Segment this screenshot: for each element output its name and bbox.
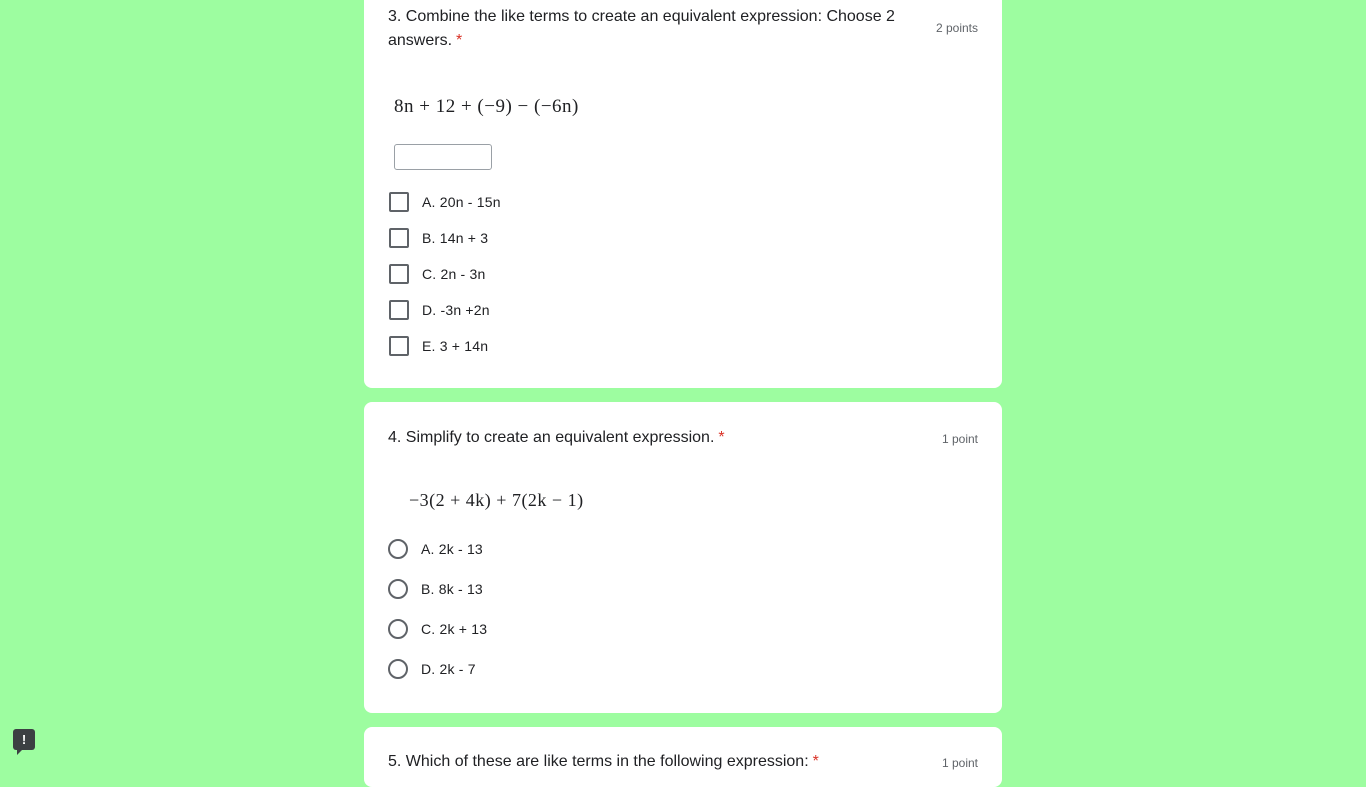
math-expression: −3(2 + 4k) + 7(2k − 1) — [409, 490, 584, 510]
required-asterisk: * — [456, 32, 463, 49]
radio-option-b[interactable] — [388, 577, 483, 601]
option-label: A. 20n - 15n — [422, 194, 501, 210]
answer-input[interactable] — [394, 144, 492, 170]
question-title — [388, 5, 908, 53]
checkbox[interactable] — [389, 300, 409, 320]
report-feedback-icon[interactable]: ! — [13, 729, 35, 750]
checkbox-option-e[interactable] — [388, 334, 488, 358]
checkbox-option-a[interactable] — [388, 190, 501, 214]
checkbox[interactable] — [389, 264, 409, 284]
question-title-text: 3. Combine the like terms to create an equivalent expression: Choose 2 answers. — [388, 8, 895, 49]
required-asterisk: * — [718, 429, 725, 446]
checkbox[interactable] — [389, 228, 409, 248]
points-label: 2 points — [935, 21, 978, 35]
checkbox-option-c[interactable] — [388, 262, 485, 286]
radio-option-c[interactable] — [388, 617, 487, 641]
question-card-3 — [364, 0, 1002, 388]
checkbox[interactable] — [389, 192, 409, 212]
radio-option-a[interactable] — [388, 537, 483, 561]
question-title — [388, 750, 948, 774]
option-label: C. 2k + 13 — [421, 621, 488, 637]
option-label: A. 2k - 13 — [421, 541, 483, 557]
question-card-5 — [364, 727, 1002, 787]
option-label: D. -3n +2n — [422, 302, 490, 318]
option-label: C. 2n - 3n — [422, 266, 486, 282]
radio-button[interactable] — [388, 619, 408, 639]
checkbox-option-d[interactable] — [388, 298, 490, 322]
question-title — [388, 426, 908, 450]
option-label: E. 3 + 14n — [422, 338, 489, 354]
points-label: 1 point — [941, 756, 978, 770]
checkbox-option-b[interactable] — [388, 226, 488, 250]
question-title-text: 4. Simplify to create an equivalent expression. — [388, 429, 715, 446]
radio-button[interactable] — [388, 659, 408, 679]
radio-button[interactable] — [388, 539, 408, 559]
option-label: B. 14n + 3 — [422, 230, 489, 246]
option-label: D. 2k - 7 — [421, 661, 476, 677]
checkbox[interactable] — [389, 336, 409, 356]
option-label: B. 8k - 13 — [421, 581, 483, 597]
points-label: 1 point — [941, 432, 978, 446]
required-asterisk: * — [812, 753, 819, 770]
math-expression: 8n + 12 + (−9) − (−6n) — [394, 96, 579, 117]
question-card-4 — [364, 402, 1002, 713]
radio-option-d[interactable] — [388, 657, 476, 681]
radio-button[interactable] — [388, 579, 408, 599]
question-title-text: 5. Which of these are like terms in the following expression: — [388, 753, 809, 770]
